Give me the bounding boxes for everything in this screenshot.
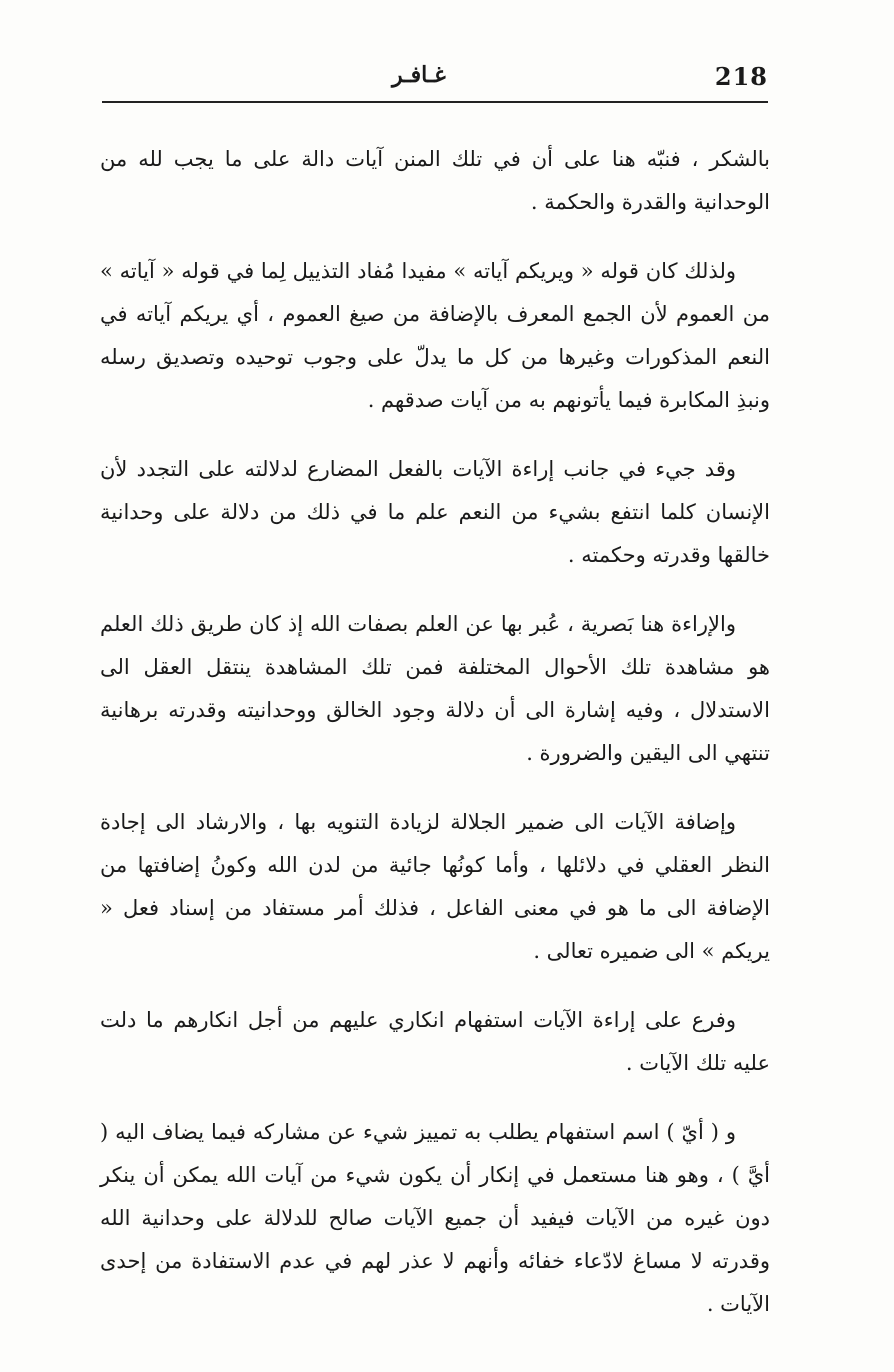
paragraph — [100, 999, 770, 1085]
paragraph — [100, 250, 770, 422]
running-title: غـافـر — [392, 62, 446, 88]
paragraph — [100, 603, 770, 775]
paragraph — [100, 138, 770, 224]
header-rule — [102, 101, 768, 103]
paragraph-text: والإراءة هنا بَصرية ، عُبر بها عن العلم بصفات الله إذ كان طريق ذلك العلم هو مشاهدة تلك الأحوال المختلفة فمن تلك المشاهدة ينتقل العقل الى الاستدلال ، وفيه إشارة الى أن دلالة وجود الخالق ووحدانيته وقدرته برهانية تنتهي الى اليقين والضرورة . — [100, 612, 770, 765]
page-header — [102, 58, 768, 98]
paragraph — [100, 1111, 770, 1326]
page-body — [100, 138, 770, 1352]
paragraph — [100, 801, 770, 973]
paragraph-text: ولذلك كان قوله « ويريكم آياته » مفيدا مُفاد التذييل لِما في قوله « آياته » من العموم لأن الجمع المعرف بالإضافة من صيغ العموم ، أي يريكم آياته في النعم المذكورات وغيرها من كل ما يدلّ على وجوب توحيده وتصديق رسله ونبذِ المكابرة فيما يأتونهم به من آيات صدقهم . — [100, 259, 770, 412]
page-number: 218 — [714, 62, 768, 91]
paragraph-text: و ( أيّ ) اسم استفهام يطلب به تمييز شيء عن مشاركه فيما يضاف اليه ( أيَّ ) ، وهو هنا مستعمل في إنكار أن يكون شيء من آيات الله يمكن أن ينكر دون غيره من الآيات فيفيد أن جميع الآيات صالح للدلالة على وحدانية الله وقدرته لا مساغ لادّعاء خفائه وأنهم لا عذر لهم في عدم الاستفادة من إحدى الآيات . — [100, 1120, 770, 1316]
paragraph-text: وقد جيء في جانب إراءة الآيات بالفعل المضارع لدلالته على التجدد لأن الإنسان كلما انتفع بشيء من النعم علم ما في ذلك من دلالة على وحدانية خالقها وقدرته وحكمته . — [100, 457, 770, 567]
paragraph — [100, 448, 770, 577]
paragraph-text: بالشكر ، فنبّه هنا على أن في تلك المنن آيات دالة على ما يجب لله من الوحدانية والقدرة والحكمة . — [100, 147, 770, 214]
paragraph-text: وفرع على إراءة الآيات استفهام انكاري عليهم من أجل انكارهم ما دلت عليه تلك الآيات . — [100, 1008, 770, 1075]
paragraph-text: وإضافة الآيات الى ضمير الجلالة لزيادة التنويه بها ، والارشاد الى إجادة النظر العقلي في دلائلها ، وأما كونُها جائية من لدن الله وكونُ إضافتها من الإضافة الى ما هو في معنى الفاعل ، فذلك أمر مستفاد من إسناد فعل « يريكم » الى ضميره تعالى . — [100, 810, 770, 963]
